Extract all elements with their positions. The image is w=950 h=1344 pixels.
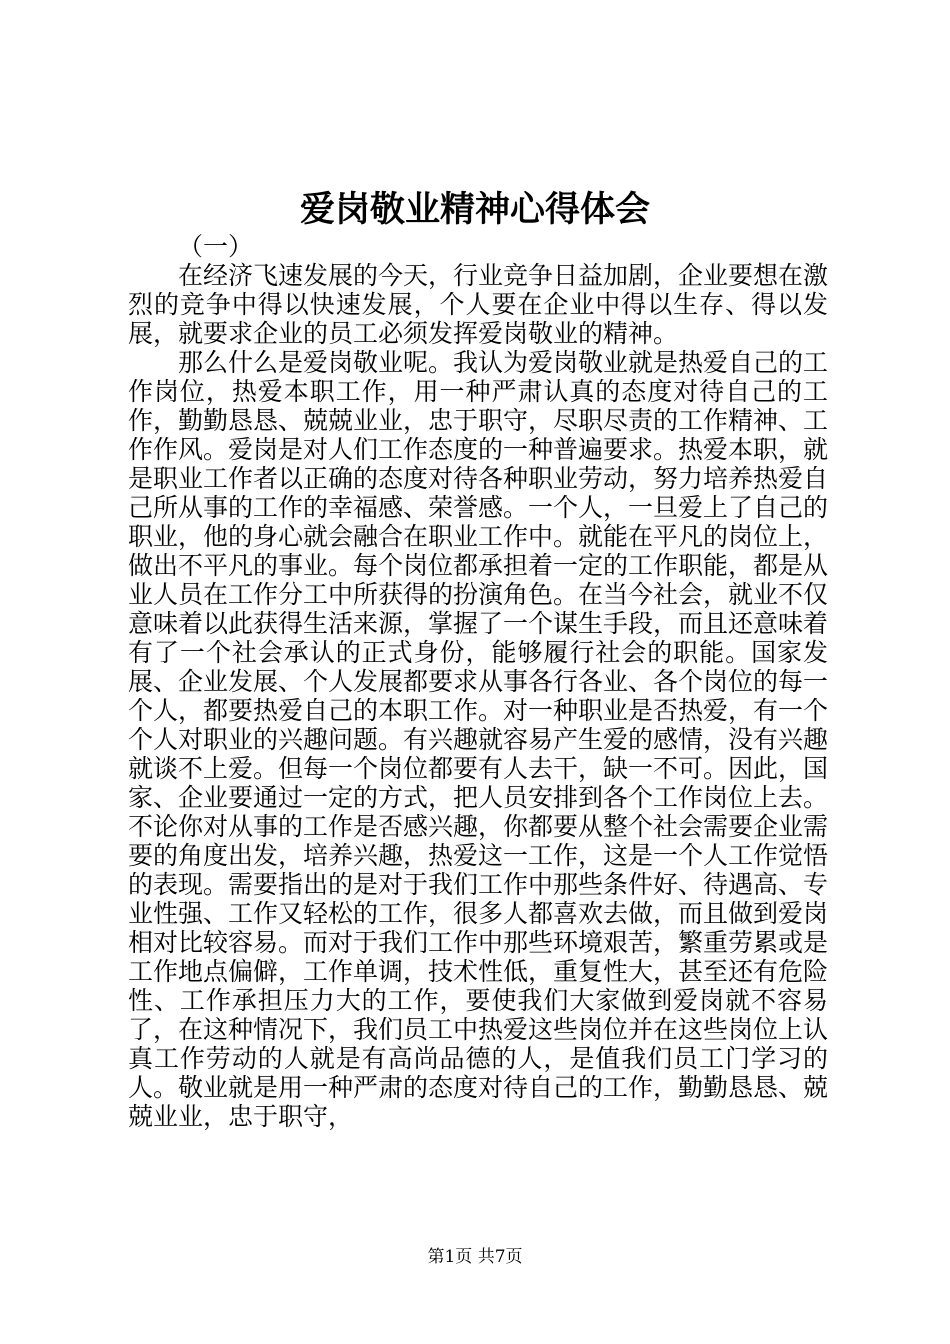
document-title: 爱岗敬业精神心得体会 [299,190,650,230]
page-footer: 第1页 共7页 [427,1247,523,1267]
paragraph-2: 那么什么是爱岗敬业呢。我认为爱岗敬业就是热爱自己的工作岗位，热爱本职工作，用一种严肃认真的态度对待自己的工作，勤勤恳恳、兢兢业业，忠于职守，尽职尽责的工作精神、工作作风。爱岗是对人们工作态度的一种普遍要求。热爱本职，就是职业工作者以正确的态度对待各种职业劳动，努力培养热爱自己所从事的工作的幸福感、荣誉感。一个人，一旦爱上了自己的职业，他的身心就会融合在职业工作中。就能在平凡的岗位上，做出不平凡的事业。每个岗位都承担着一定的工作职能，都是从业人员在工作分工中所获得的扮演角色。在当今社会，就业不仅意味着以此获得生活来源，掌握了一个谋生手段，而且还意味着有了一个社会承认的正式身份，能够履行社会的职能。国家发展、企业发展、个人发展都要求从事各行各业、各个岗位的每一个人，都要热爱自己的本职工作。对一种职业是否热爱，有一个个人对职业的兴趣问题。有兴趣就容易产生爱的感情，没有兴趣就谈不上爱。但每一个岗位都要有人去干，缺一不可。因此，国家、企业要通过一定的方式，把人员安排到各个工作岗位上去。不论你对从事的工作是否感兴趣，你都要从整个社会需要企业需要的角度出发，培养兴趣，热爱这一工作，这是一个人工作觉悟的表现。需要指出的是对于我们工作中那些条件好、待遇高、专业性强、工作又轻松的工作，很多人都喜欢去做，而且做到爱岗相对比较容易。而对于我们工作中那些环境艰苦，繁重劳累或是工作地点偏僻，工作单调，技术性低，重复性大，甚至还有危险性、工作承担压力大的工作，要使我们大家做到爱岗就不容易了，在这种情况下，我们员工中热爱这些岗位并在这些岗位上认真工作劳动的人就是有高尚品德的人，是值我们员工门学习的人。敬业就是用一种严肃的态度对待自己的工作，勤勤恳恳、兢兢业业，忠于职守， [128,348,829,1131]
section-label: （一） [178,232,254,261]
document-body [128,232,828,1131]
paragraph-1: 在经济飞速发展的今天，行业竞争日益加剧，企业要想在激烈的竞争中得以快速发展，个人要在企业中得以生存、得以发展，就要求企业的员工必须发挥爱岗敬业的精神。 [128,261,829,348]
